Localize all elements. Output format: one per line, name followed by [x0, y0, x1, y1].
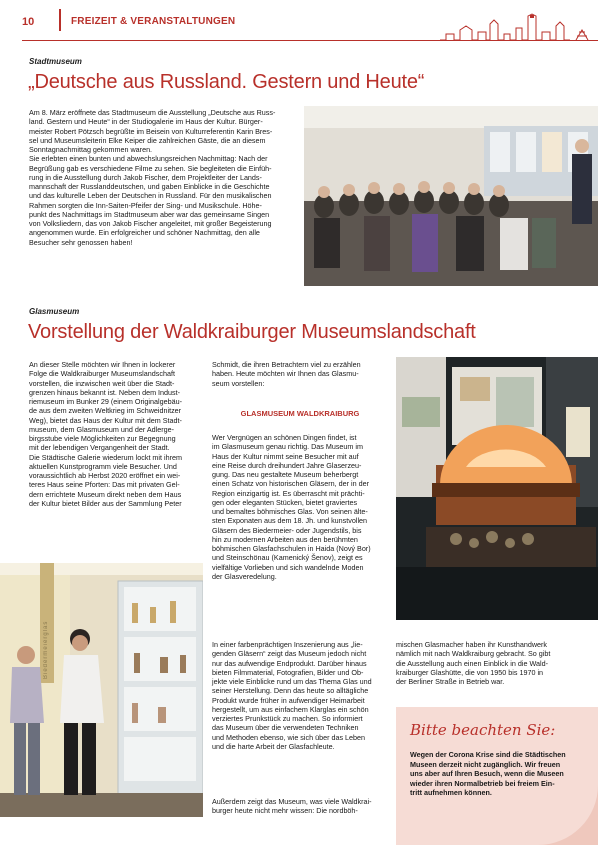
text-line: Wegen der Corona Krise sind die Städtischen [410, 750, 566, 759]
text-line: der Kultur bietet Bilder aus der Sammlung Peter [29, 498, 182, 508]
article2-column3 [396, 640, 598, 686]
text-line: und das kulturelle Leben der Deutschen in Russland. Für den musikalischen [29, 191, 272, 201]
text-line: land. Gestern und Heute“ in der Studiogalerie im Haus der Kultur. Bürger- [29, 117, 263, 127]
section-title: FREIZEIT & VERANSTALTUNGEN [71, 16, 236, 27]
text-line: In einer farbenprächtigen Inszenierung aus „lie- [212, 640, 363, 649]
text-line: Region einzigartig ist. Es überrascht mit prächti- [212, 488, 365, 498]
text-line: der Berliner Straße in Betrieb war. [396, 677, 505, 686]
wall-lettering: Biedermeierglas [43, 620, 49, 679]
article2-column2 [212, 433, 388, 581]
notice-title: Bitte beachten Sie: [410, 721, 556, 739]
text-line: verziertes Prunkstück zu machen. So informiert [212, 714, 363, 723]
museum-visitors-photo [0, 563, 203, 817]
text-line: genden Gläsern“ zeigt das Museum jedoch nicht [212, 649, 367, 659]
text-line: wieder ihren Normalbetrieb bei freiem Ein- [410, 778, 555, 788]
text-line: mannschaft der Russlanddeutschen, und gaben Einblicke in die Geschichte [29, 182, 270, 191]
text-line: Rahmen sorgten die Inn-Saiten-Pfeifer der Sing- und Musikschule. Höhe- [29, 200, 262, 210]
text-line: seum vorstellen: [212, 378, 265, 388]
text-line: Sie erlebten einen bunten und abwechslungsreichen Nachmittag: Nach der [29, 154, 268, 164]
text-line: nur das aufwendige Endprodukt. Darüber hinaus [212, 658, 367, 668]
article1-kicker: Stadtmuseum [29, 57, 82, 66]
text-line: eine Reise durch dreihundert Jahre Glaserzeu- [212, 460, 362, 470]
text-line: teres Haus seine Pforten: Das mit privaten Gel- [29, 480, 180, 490]
text-line: voraussichtlich ab Herbst 2020 eröffnet ein wei- [29, 471, 181, 480]
text-line: punkt des Nachmittags im Stadtmuseum aber war das gemeinsame Singen [29, 209, 270, 219]
text-line: vorstellen, die inzwischen weit über die Stadt- [29, 378, 175, 388]
text-line: gung. Das neu gestaltete Museum beherbergt [212, 470, 359, 479]
audience-photo [304, 106, 598, 286]
text-line: An dieser Stelle möchten wir Ihnen in lockerer [29, 360, 176, 369]
text-line: die Ausstellung auch einen Einblick in die Wald- [396, 658, 548, 668]
text-line: Sonntagnachmittag gekommen waren. [29, 145, 153, 154]
text-line: und bemaltes böhmisches Glas. Von seinen älte- [212, 507, 368, 516]
article2-kicker: Glasmuseum [29, 307, 80, 316]
article2-column2c [212, 797, 388, 816]
text-line: böhmischen Glasfachschulen in Haida (Nový Bor) [212, 544, 371, 553]
text-line: seiner Herstellung. Denn das heute so alltägliche [212, 686, 369, 696]
text-line: rung in die Ausstellung durch Jakob Fischer, dem Projektleiter der Lands- [29, 172, 262, 182]
text-line: mit der lebendigen Vergangenheit der Stadt. [29, 443, 170, 453]
text-line: hin zu modernen Arbeiten aus den berühmten [212, 534, 358, 544]
text-line: Schmidt, die ihren Betrachtern viel zu erzählen [212, 360, 361, 369]
text-line: und Steinschönau (Kamenický Šenov), zeigt es [212, 553, 363, 563]
text-line: aktuellen Kunstprogramm viele Besucher. Und [29, 461, 177, 471]
text-line: meister Robert Pötzsch begrüßte im Beisein von Kulturreferentin Karin Bres- [29, 126, 273, 136]
text-line: de aus dem zweiten Weltkrieg im Schweidnitzer [29, 406, 182, 416]
text-line: Begrüßung gab es verschiedene Filme zu sehen. Sie begleiteten die Einfüh- [29, 163, 272, 173]
text-line: nämlich mit nach Waldkraiburg gebracht. So gibt [396, 649, 551, 659]
text-line: das Museum über die verwendeten Techniken [212, 723, 359, 733]
text-line: mischen Glasmacher haben ihr Kunsthandwerk [396, 640, 548, 649]
text-line: Museen derzeit nicht zugänglich. Wir freuen [410, 759, 561, 769]
article2-column2b [212, 640, 388, 751]
text-line: sel und Museumsleiterin Elke Keiper die zahlreichen Gäste, die an diesem [29, 135, 266, 145]
text-line: birgsstube viele Möglichkeiten zur Begegnung [29, 434, 176, 443]
text-line: vielfältige Vorlieben und sich wandelnde Moden [212, 562, 364, 572]
page-number: 10 [22, 16, 35, 28]
text-line: grenzen hinaus bekannt ist. Neben dem Indust- [29, 387, 181, 397]
text-line: Produkt wurde früher in aufwendiger Heimarbeit [212, 695, 365, 705]
text-line: bieten Filmmaterial, Fotografien, Bilder und Ob- [212, 667, 364, 677]
header-divider [59, 9, 61, 31]
text-line: hergestellt, um aus einfachem Klarglas ein schön [212, 704, 369, 714]
text-line: und Methoden ebenso, wie sich über das Leben [212, 732, 366, 742]
text-line: Gläsern des Biedermeier- oder Jugendstils, bis [212, 525, 362, 535]
text-line: Weg), bietet das Haus der Kultur mit dem Stadt- [29, 415, 182, 425]
text-line: kraiburger Glashütte, die von 1950 bis 1970 in [396, 667, 544, 677]
text-line: Wer Vergnügen an schönen Dingen findet, ist [212, 433, 357, 442]
text-line: gen oder eleganten Stücken, bietet graviertes [212, 497, 358, 507]
text-line: Die Städtische Galerie wiederum lockt mit ihrem [29, 452, 182, 462]
text-line: dern errichtete Museum direkt neben dem Haus [29, 489, 182, 499]
article2-column1 [29, 360, 205, 508]
text-line: Haus der Kultur nimmt seine Besucher mit auf [212, 451, 359, 461]
text-line: Am 8. März eröffnete das Stadtmuseum die Ausstellung „Deutsche aus Russ- [29, 108, 276, 117]
text-line: burger heute nicht mehr wissen: Die nordböh- [212, 806, 358, 816]
text-line: Außerdem zeigt das Museum, was viele Waldkrai- [212, 797, 372, 806]
text-line: haben. Heute möchten wir Ihnen das Glasmu- [212, 369, 359, 379]
text-line: und die harte Arbeit der Glasfachleute. [212, 741, 335, 751]
text-line: riemuseum im Bunker 29 (einem Originalgebäu- [29, 397, 183, 406]
text-line: jekte viele Einblicke rund um das Thema Glas und [212, 677, 372, 686]
glass-dome-exhibit-photo [396, 357, 598, 620]
text-line: uns aber auf Ihren Besuch, wenn die Museen [410, 769, 564, 778]
article1-body [29, 108, 297, 247]
text-line: einen Schatz von historischen Gläsern, der in der [212, 479, 370, 489]
text-line: museum, dem Glasmuseum und der Adlerge- [29, 424, 175, 434]
town-skyline-icon [440, 12, 598, 42]
glasmuseum-subheading: GLASMUSEUM WALDKRAIBURG [240, 409, 360, 418]
text-line: von Volksliedern, das von Jakob Fischer angeleitet, mit großer Begeisterung [29, 219, 272, 228]
notice-box [396, 707, 598, 845]
text-line: sten Exponaten aus dem 18. Jh. und kunstvollen [212, 516, 368, 526]
text-line: Besucher sehr genossen haben! [29, 237, 133, 247]
text-line: Folge die Waldkraiburger Museumslandschaft [29, 369, 175, 379]
article2-headline: Vorstellung der Waldkraiburger Museumslandschaft [28, 321, 476, 343]
text-line: tritt aufnehmen können. [410, 788, 492, 797]
article2-column2-intro [212, 360, 388, 388]
corner-decoration-icon [538, 785, 598, 845]
text-line: der Glasveredelung. [212, 571, 277, 581]
article1-headline: „Deutsche aus Russland. Gestern und Heute“ [28, 71, 425, 93]
text-line: angenommen wurde. Ein erfolgreicher und schöner Nachmittag, den alle [29, 228, 260, 238]
text-line: im Glasmuseum genau richtig. Das Museum im [212, 442, 363, 452]
